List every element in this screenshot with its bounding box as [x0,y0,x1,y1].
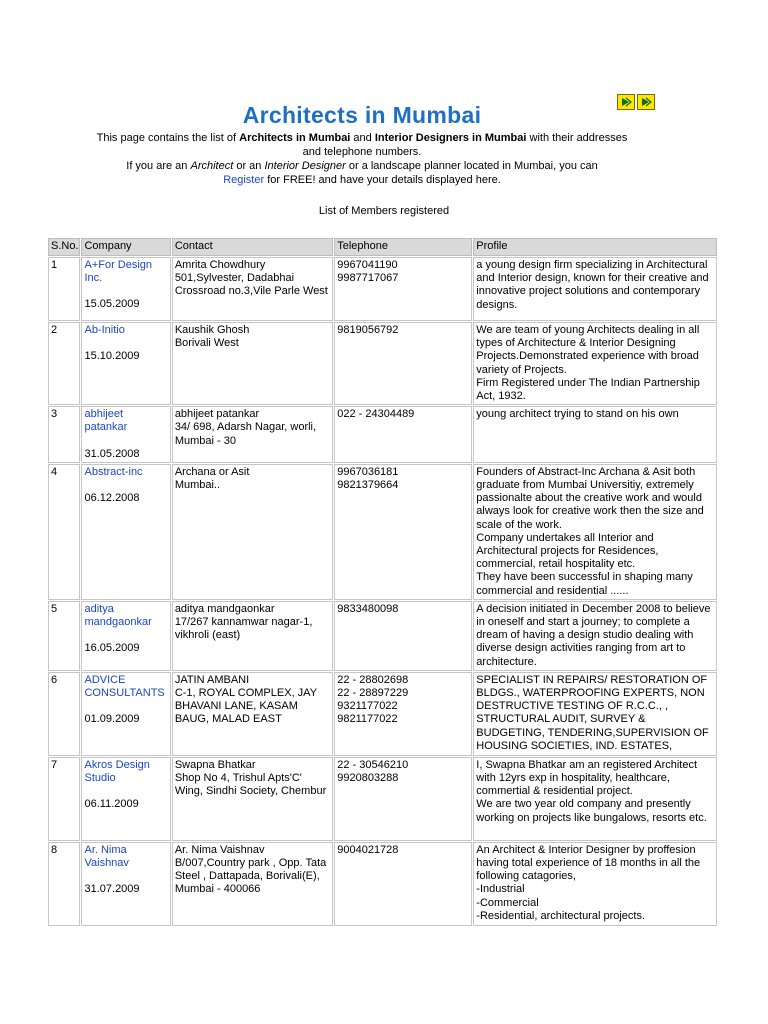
cell-company [81,257,170,321]
company-link[interactable]: ADVICE CONSULTANTS [84,673,165,700]
company-link[interactable]: abhijeet patankar [84,408,128,434]
cell-sno: 5 [48,601,80,671]
cell-company [81,757,170,841]
registration-date: 01.09.2009 [84,713,140,726]
table-row [48,406,717,463]
company-link[interactable]: Abstract-inc [84,465,143,478]
table-row [48,464,717,600]
company-link[interactable]: Ar. Nima Vaishnav [84,843,129,870]
cell-contact: abhijeet patankar 34/ 698, Adarsh Nagar, worli, Mumbai - 30 [172,406,333,463]
cell-company [81,464,170,600]
intro-bold-interior: Interior Designers in Mumbai [374,132,527,144]
table-row [48,601,717,671]
members-table [47,237,718,927]
company-link[interactable]: Ab-Initio [84,324,125,336]
registration-date: 16.05.2009 [84,642,140,655]
cell-sno: 1 [48,257,80,321]
intro-bold-architects: Architects in Mumbai [239,132,351,144]
cell-profile: A decision initiated in December 2008 to believe in oneself and start a journey; to complete a dream of having a design studio dealing with diverse design activities ranging from art to architecture. [473,601,717,671]
cell-telephone: 9967036181 9821379664 [334,464,472,600]
cell-profile: a young design firm specializing in Architectural and Interior design, known for their creative and innovative project solutions and contemporary designs. [473,257,717,321]
cell-company [81,672,170,756]
cell-profile: I, Swapna Bhatkar am an registered Architect with 12yrs exp in hospitality, healthcare, commertial & residential project. We are two year old company and presently working on projects like bungalows, resorts etc. [473,757,717,841]
cell-contact: Swapna Bhatkar Shop No 4, Trishul Apts'C' Wing, Sindhi Society, Chembur [172,757,333,841]
cell-sno: 3 [48,406,80,463]
cell-telephone: 22 - 28802698 22 - 28897229 9321177022 9821177022 [334,672,472,756]
cell-sno: 4 [48,464,80,600]
cell-telephone: 9833480098 [334,601,472,671]
cell-profile: Founders of Abstract-Inc Archana & Asit both graduate from Mumbai Universitiy, extremely passionalte about the creative work and would always look for creative work then the size and scale of the work. Company undertakes all Interior and Architectural projects for Residences, commercial, retail hospitality etc. They have been successful in shaping many commercial and residential ...... [473,464,717,600]
table-row [48,322,717,405]
cell-sno: 6 [48,672,80,756]
cell-company [81,322,170,405]
intro-text-part: for FREE! and have your details displayed here. [264,174,501,186]
header-contact: Contact [172,238,333,256]
registration-date: 31.05.2008 [84,447,140,460]
cell-contact: Archana or Asit Mumbai.. [172,464,333,600]
cell-profile: young architect trying to stand on his own [473,406,717,463]
cell-telephone: 9819056792 [334,322,472,405]
cell-sno: 7 [48,757,80,841]
table-row [48,257,717,321]
company-link[interactable]: A+For Design Inc. [84,259,153,285]
cell-contact: Amrita Chowdhury 501,Sylvester, Dadabhai Crossroad no.3,Vile Parle West [172,257,333,321]
intro-text-part: This page contains the list of [96,132,240,144]
cell-sno: 2 [48,322,80,405]
cell-contact: Kaushik Ghosh Borivali West [172,322,333,405]
register-link[interactable]: Register [223,174,265,186]
registration-date: 31.07.2009 [84,883,140,896]
list-caption: List of Members registered [318,205,450,217]
company-link[interactable]: Akros Design Studio [84,758,150,785]
cell-telephone: 9004021728 [334,842,472,926]
registration-date: 15.05.2009 [84,298,140,311]
table-row [48,757,717,841]
cell-profile: SPECIALIST IN REPAIRS/ RESTORATION OF BLDGS., WATERPROOFING EXPERTS, NON DESTRUCTIVE TESTING OF R.C.C., , STRUCTURAL AUDIT, SURVEY & BUDGETING, TENDERING,SUPERVISION OF HOUSING SOCIETIES, IND. ESTATES, [473,672,717,756]
registration-date: 06.12.2008 [84,492,140,505]
cell-telephone: 9967041190 9987717067 [334,257,472,321]
header-telephone: Telephone [334,238,472,256]
intro-text-part: and [350,132,375,144]
intro-italic-architect: Architect [190,160,234,172]
cell-contact: Ar. Nima Vaishnav B/007,Country park , Opp. Tata Steel , Dattapada, Borivali(E), Mumbai - 400066 [172,842,333,926]
intro-text-part: with their addresses and telephone numbers. [302,132,628,158]
intro-text-part: or an [233,160,265,172]
intro-text-part: If you are an [126,160,191,172]
table-row [48,842,717,926]
intro-text [90,131,634,187]
cell-contact: aditya mandgaonkar 17/267 kannamwar nagar-1, vikhroli (east) [172,601,333,671]
intro-italic-interior: Interior Designer [264,160,346,172]
company-link[interactable]: aditya mandgaonkar [84,602,152,629]
page-title: Architects in Mumbai [242,102,482,128]
cell-telephone: 022 - 24304489 [334,406,472,463]
cell-sno: 8 [48,842,80,926]
intro-text-part: or a landscape planner located in Mumbai, you can [345,160,598,172]
cell-company [81,601,170,671]
cell-company [81,842,170,926]
table-header-row [48,238,717,256]
header-company: Company [81,238,170,256]
registration-date: 15.10.2009 [84,350,140,363]
cell-telephone: 22 - 30546210 9920803288 [334,757,472,841]
registration-date: 06.11.2009 [84,798,139,811]
cell-profile: We are team of young Architects dealing in all types of Architecture & Interior Designing Projects.Demonstrated experience with broad variety of Projects. Firm Registered under The Indian Partnership Act, 1932. [473,322,717,405]
header-profile: Profile [473,238,717,256]
cell-profile: An Architect & Interior Designer by proffesion having total experience of 18 months in all the following catagories, -Industrial -Commercial -Residential, architectural projects. [473,842,717,926]
cell-contact: JATIN AMBANI C-1, ROYAL COMPLEX, JAY BHAVANI LANE, KASAM BAUG, MALAD EAST [172,672,333,756]
cell-company [81,406,170,463]
table-row [48,672,717,756]
header-sno: S.No. [48,238,80,256]
